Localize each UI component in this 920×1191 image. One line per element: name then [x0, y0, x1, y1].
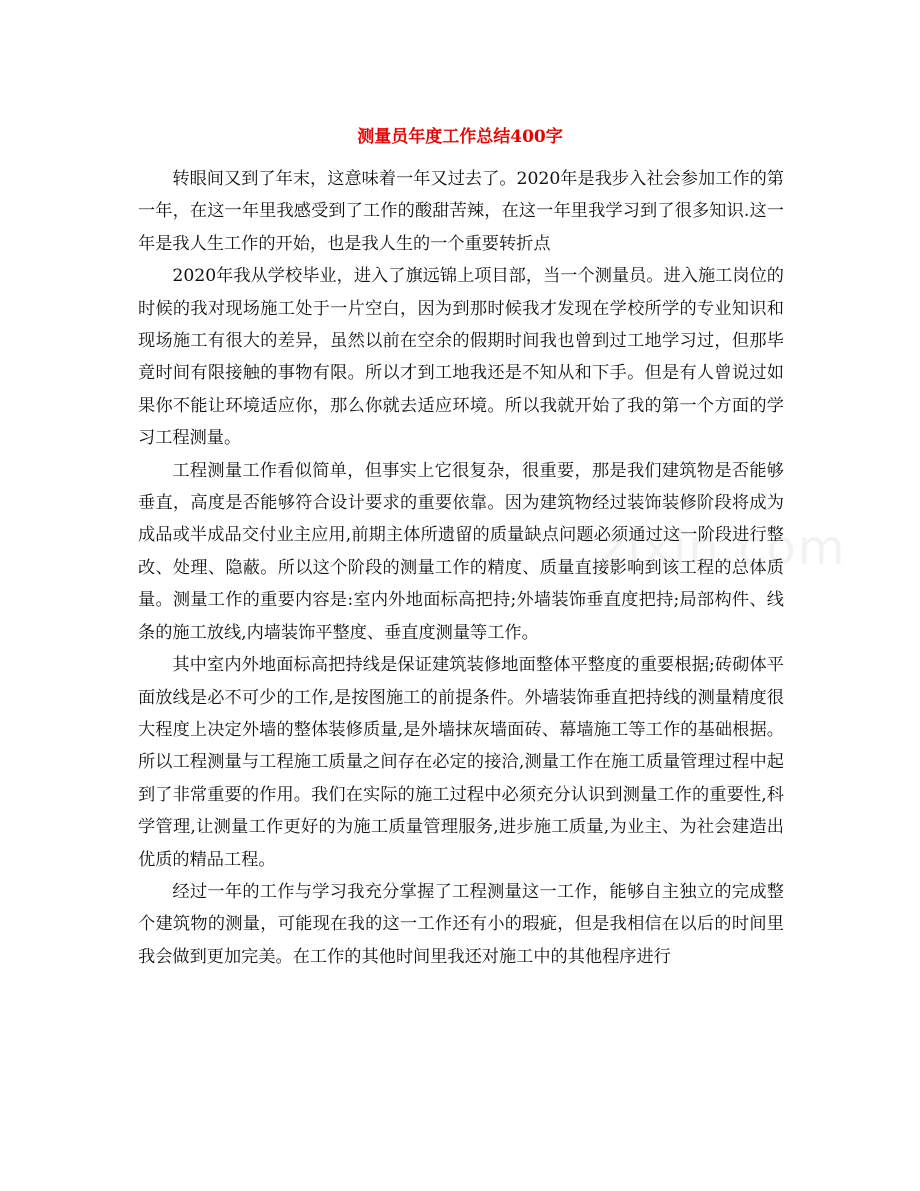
paragraph: 转眼间又到了年末，这意味着一年又过去了。2020年是我步入社会参加工作的第一年，在这一年里我感受到了工作的酸甜苦辣，在这一年里我学习到了很多知识.这一年是我人生工作的开始，也是我人生的一个重要转折点	[138, 169, 784, 254]
paragraph: 经过一年的工作与学习我充分掌握了工程测量这一工作，能够自主独立的完成整个建筑物的测量，可能现在我的这一工作还有小的瑕疵，但是我相信在以后的时间里我会做到更加完美。在工作的其他时间里我还对施工中的其他程序进行	[138, 881, 784, 967]
paragraph: 工程测量工作看似简单，但事实上它很复杂，很重要，那是我们建筑物是否能够垂直，高度是否能够符合设计要求的重要依靠。因为建筑物经过装饰装修阶段将成为成品或半成品交付业主应用,前期主体所遗留的质量缺点问题必须通过这一阶段进行整改、处理、隐蔽。所以这个阶段的测量工作的精度、质量直接影响到该工程的总体质量。测量工作的重要内容是:室内外地面标高把持;外墙装饰垂直度把持;局部构件、线条的施工放线,内墙装饰平整度、垂直度测量等工作。	[138, 460, 784, 643]
watermark: zixin.com	[600, 520, 847, 576]
document-title: 测量员年度工作总结400字	[357, 127, 563, 147]
paragraph: 其中室内外地面标高把持线是保证建筑装修地面整体平整度的重要根据;砖砌体平面放线是必不可少的工作,是按图施工的前提条件。外墙装饰垂直把持线的测量精度很大程度上决定外墙的整体装修质量,是外墙抹灰墙面砖、幕墙施工等工作的基础根据。 所以工程测量与工程施工质量之间存在必定的接洽,测量工作在施工质量管理过程中起到了非常重要的作用。我们在实际的施工过程中必须充分认识到测量工作的重要性,科学管理,让测量工作更好的为施工质量管理服务,进步施工质量,为业主、为社会建造出优质的精品工程。	[138, 655, 784, 870]
paragraph: 2020年我从学校毕业，进入了旗远锦上项目部，当一个测量员。进入施工岗位的时候的我对现场施工处于一片空白，因为到那时候我才发现在学校所学的专业知识和现场施工有很大的差异，虽然以前在空余的假期时间我也曾到过工地学习过，但那毕竟时间有限接触的事物有限。所以才到工地我还是不知从和下手。但是有人曾说过如果你不能让环境适应你，那么你就去适应环境。所以我就开始了我的第一个方面的学习工程测量。	[138, 266, 784, 449]
document-body	[138, 163, 784, 973]
